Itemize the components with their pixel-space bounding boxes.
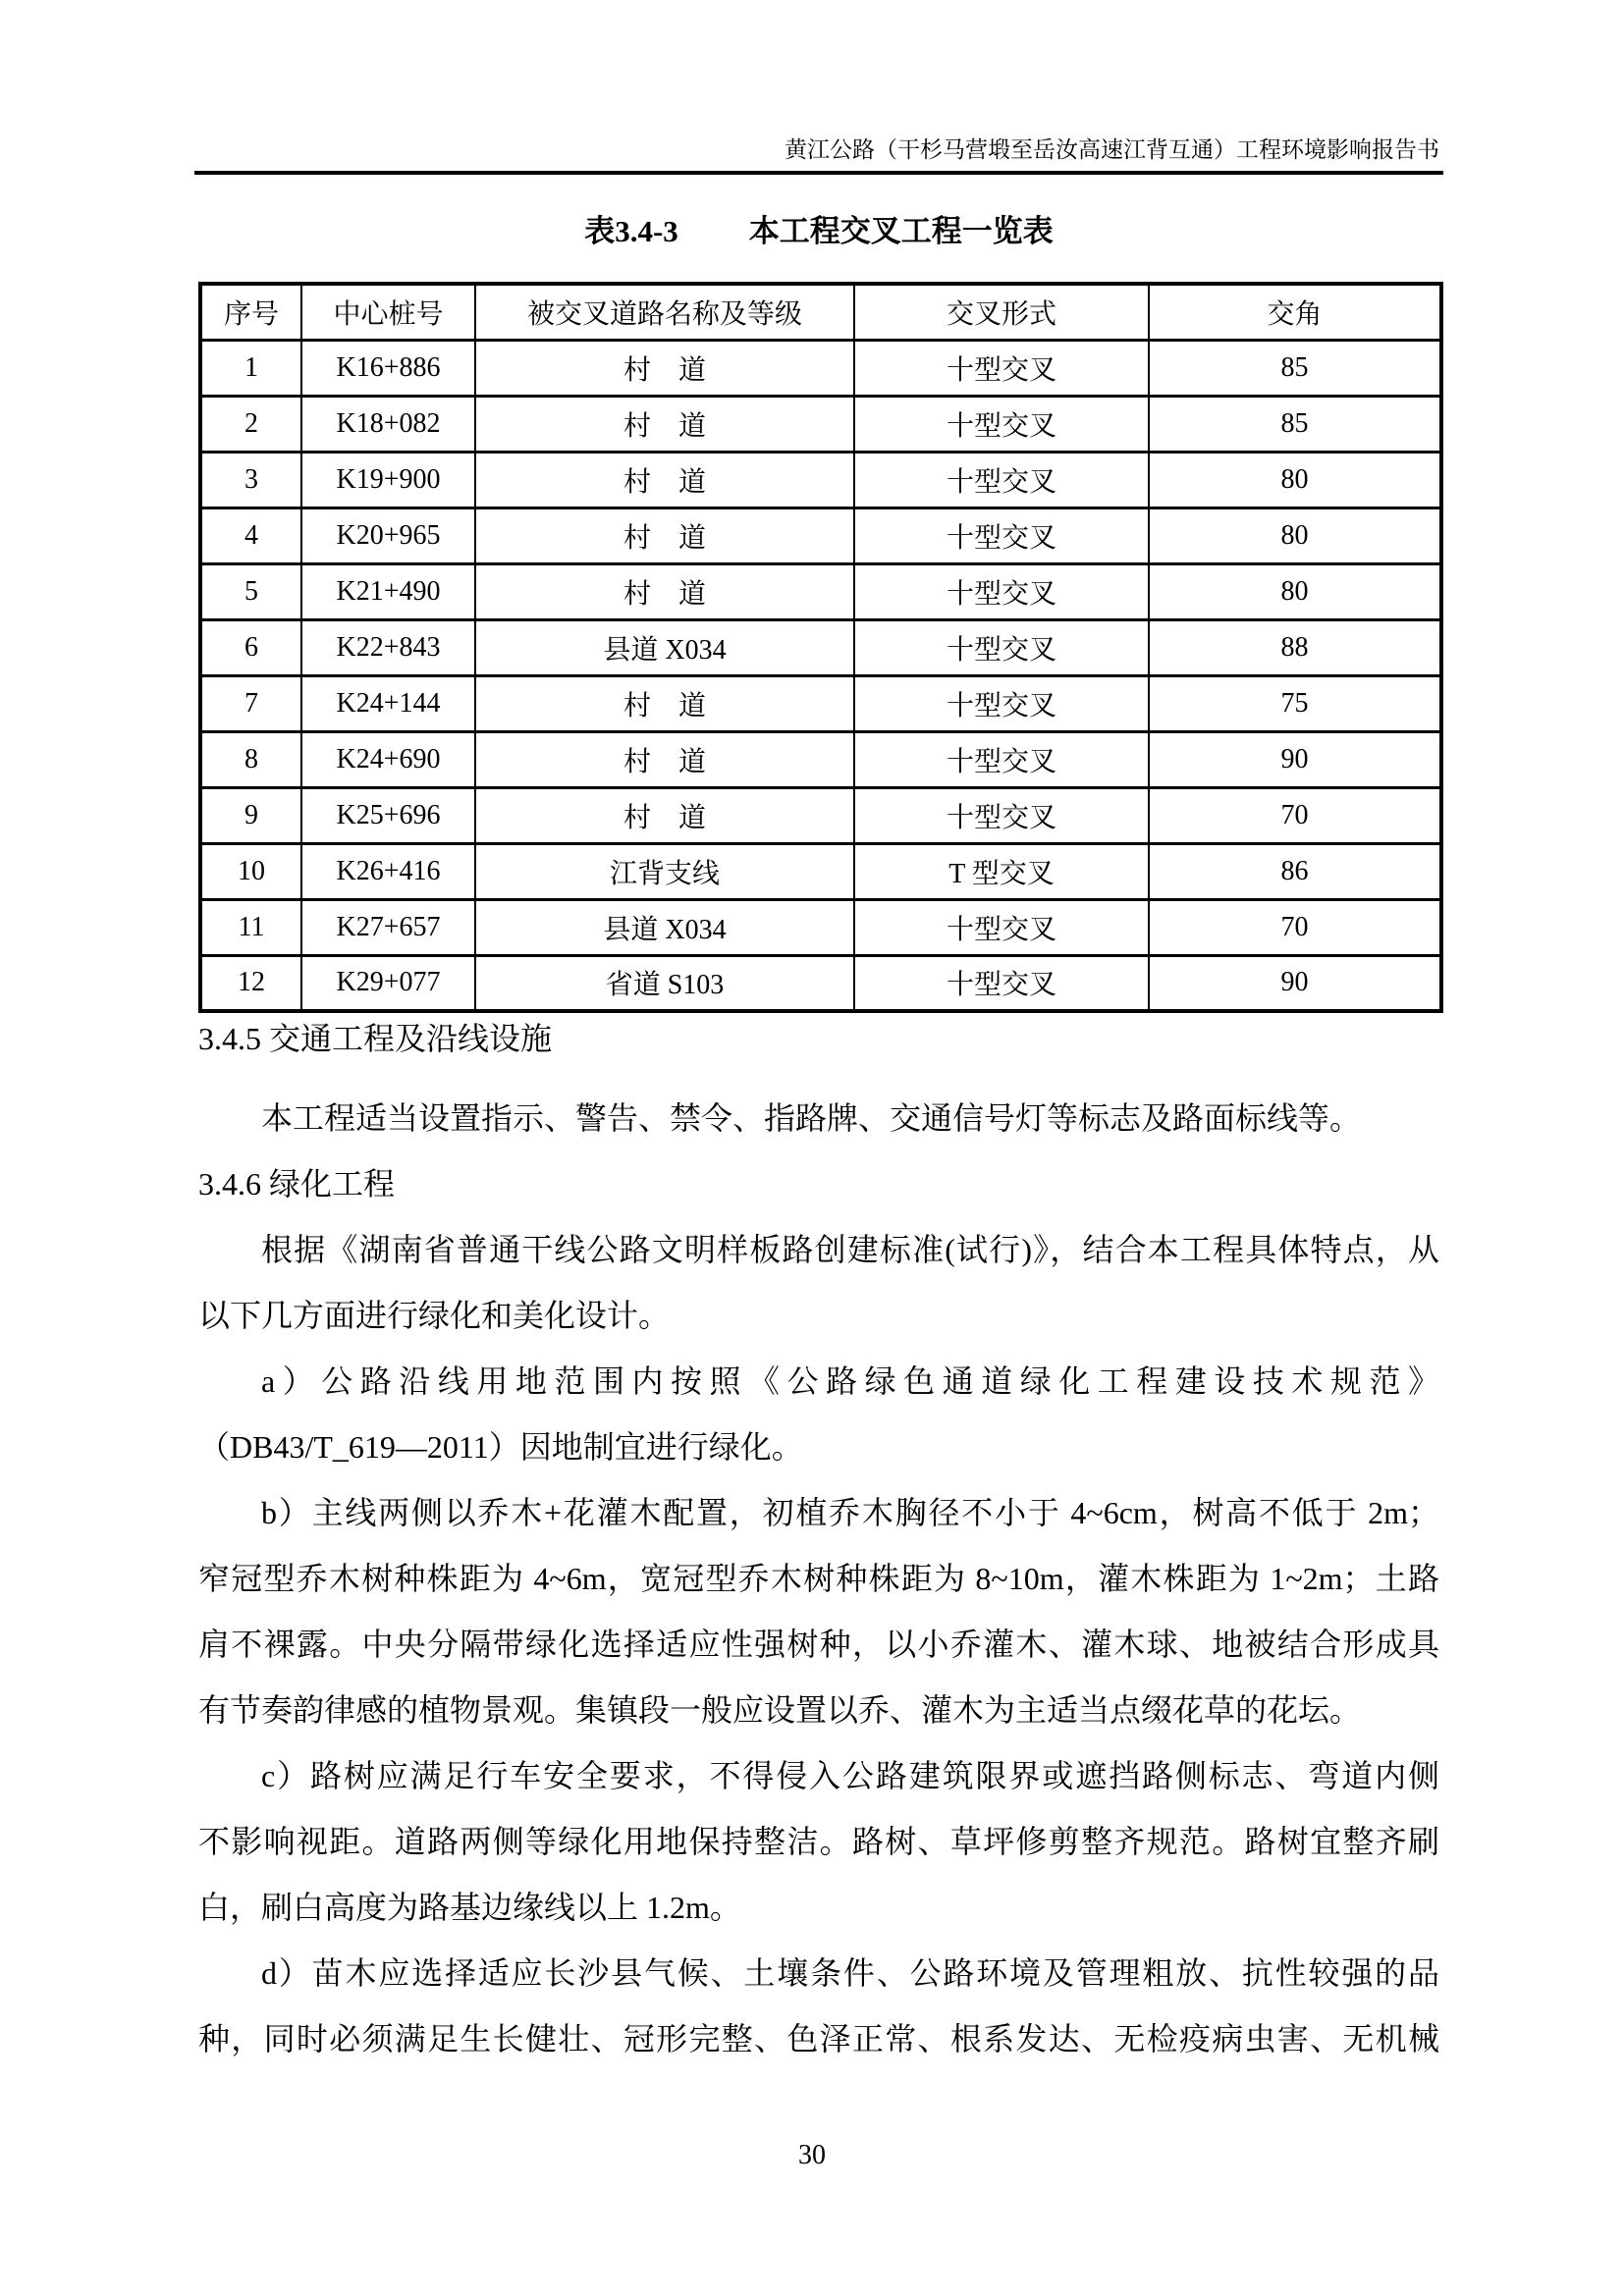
cell-station: K20+965 (301, 507, 475, 563)
cell-angle: 80 (1149, 452, 1441, 507)
cell-seq: 1 (200, 340, 301, 396)
cell-form: 十型交叉 (854, 507, 1149, 563)
cell-station: K24+690 (301, 731, 475, 787)
cell-station: K22+843 (301, 619, 475, 675)
table-row (200, 452, 1441, 507)
cell-angle: 90 (1149, 731, 1441, 787)
column-header-form: 交叉形式 (854, 284, 1149, 340)
cell-form: 十型交叉 (854, 396, 1149, 452)
cell-seq: 11 (200, 899, 301, 955)
table-row (200, 731, 1441, 787)
column-header-angle: 交角 (1149, 284, 1441, 340)
cell-angle: 90 (1149, 955, 1441, 1011)
table-row (200, 619, 1441, 675)
cell-road: 县道 X034 (475, 899, 854, 955)
cell-station: K16+886 (301, 340, 475, 396)
table-row (200, 955, 1441, 1011)
column-header-station: 中心桩号 (301, 284, 475, 340)
cell-seq: 9 (200, 787, 301, 843)
cell-form: 十型交叉 (854, 899, 1149, 955)
cell-station: K26+416 (301, 843, 475, 899)
paragraph-line: 白，刷白高度为路基边缘线以上 1.2m。 (198, 1890, 741, 1925)
section-heading-346: 3.4.6 绿化工程 (198, 1166, 396, 1201)
table-header-row (200, 284, 1441, 340)
cell-form: 十型交叉 (854, 619, 1149, 675)
cell-road: 村 道 (475, 452, 854, 507)
cell-form: 十型交叉 (854, 731, 1149, 787)
table-row (200, 563, 1441, 619)
paragraph-line: c）路树应满足行车安全要求，不得侵入公路建筑限界或遮挡路侧标志、弯道内侧 (261, 1758, 1439, 1793)
table-row (200, 340, 1441, 396)
cell-form: 十型交叉 (854, 675, 1149, 731)
cell-station: K19+900 (301, 452, 475, 507)
page-header-title: 黄江公路（干杉马营塅至岳汝高速江背互通）工程环境影响报告书 (785, 137, 1439, 162)
cell-road: 省道 S103 (475, 955, 854, 1011)
cell-angle: 80 (1149, 563, 1441, 619)
cell-road: 村 道 (475, 396, 854, 452)
cell-angle: 75 (1149, 675, 1441, 731)
cell-angle: 80 (1149, 507, 1441, 563)
paragraph-line: a）公路沿线用地范围内按照《公路绿色通道绿化工程建设技术规范》 (261, 1363, 1439, 1399)
cell-seq: 12 (200, 955, 301, 1011)
cell-form: 十型交叉 (854, 787, 1149, 843)
table-caption-label: 表3.4-3 (584, 214, 678, 248)
cell-road: 村 道 (475, 787, 854, 843)
column-header-road: 被交叉道路名称及等级 (475, 284, 854, 340)
cell-road: 村 道 (475, 340, 854, 396)
cell-angle: 70 (1149, 899, 1441, 955)
cell-seq: 4 (200, 507, 301, 563)
cell-seq: 2 (200, 396, 301, 452)
body-text (198, 1006, 1439, 2072)
cell-station: K29+077 (301, 955, 475, 1011)
paragraph-line: d）苗木应选择适应长沙县气候、土壤条件、公路环境及管理粗放、抗性较强的品 (261, 1955, 1439, 1991)
paragraph-line: 有节奏韵律感的植物景观。集镇段一般应设置以乔、灌木为主适当点缀花草的花坛。 (198, 1692, 1362, 1728)
cell-seq: 8 (200, 731, 301, 787)
paragraph-line: 窄冠型乔木树种株距为 4~6m，宽冠型乔木树种株距为 8~10m，灌木株距为 1~2m；土路 (198, 1561, 1439, 1596)
cell-road: 村 道 (475, 675, 854, 731)
cell-station: K25+696 (301, 787, 475, 843)
cell-form: 十型交叉 (854, 955, 1149, 1011)
cell-road: 村 道 (475, 731, 854, 787)
paragraph-line: b）主线两侧以乔木+花灌木配置，初植乔木胸径不小于 4~6cm，树高不低于 2m； (261, 1495, 1439, 1530)
table-row (200, 787, 1441, 843)
paragraph-line: 不影响视距。道路两侧等绿化用地保持整洁。路树、草坪修剪整齐规范。路树宜整齐刷 (198, 1824, 1439, 1859)
cell-seq: 5 (200, 563, 301, 619)
table-row (200, 396, 1441, 452)
cell-angle: 86 (1149, 843, 1441, 899)
cell-seq: 7 (200, 675, 301, 731)
section-heading-345: 3.4.5 交通工程及沿线设施 (198, 1021, 553, 1056)
cell-form: 十型交叉 (854, 563, 1149, 619)
paragraph-line: 以下几方面进行绿化和美化设计。 (198, 1298, 671, 1333)
cell-angle: 85 (1149, 396, 1441, 452)
cell-angle: 88 (1149, 619, 1441, 675)
table-row (200, 675, 1441, 731)
paragraph-line: 本工程适当设置指示、警告、禁令、指路牌、交通信号灯等标志及路面标线等。 (261, 1100, 1362, 1136)
cell-seq: 6 (200, 619, 301, 675)
paragraph-line: 肩不裸露。中央分隔带绿化选择适应性强树种，以小乔灌木、灌木球、地被结合形成具 (198, 1627, 1439, 1662)
cell-road: 县道 X034 (475, 619, 854, 675)
header-rule (194, 171, 1443, 175)
table-row (200, 899, 1441, 955)
cell-station: K24+144 (301, 675, 475, 731)
cell-form: 十型交叉 (854, 452, 1149, 507)
cell-road: 江背支线 (475, 843, 854, 899)
cell-seq: 3 (200, 452, 301, 507)
cell-form: T 型交叉 (854, 843, 1149, 899)
paragraph-line: 种，同时必须满足生长健壮、冠形完整、色泽正常、根系发达、无检疫病虫害、无机械 (198, 2021, 1439, 2056)
paragraph-line: （DB43/T_619—2011）因地制宜进行绿化。 (198, 1429, 803, 1465)
cell-angle: 85 (1149, 340, 1441, 396)
page-number: 30 (798, 2140, 826, 2170)
table-row (200, 843, 1441, 899)
cell-road: 村 道 (475, 563, 854, 619)
cell-angle: 70 (1149, 787, 1441, 843)
cell-station: K27+657 (301, 899, 475, 955)
crossings-table (198, 282, 1443, 1013)
column-header-seq: 序号 (200, 284, 301, 340)
cell-station: K18+082 (301, 396, 475, 452)
cell-seq: 10 (200, 843, 301, 899)
cell-road: 村 道 (475, 507, 854, 563)
cell-form: 十型交叉 (854, 340, 1149, 396)
table-caption-title: 本工程交叉工程一览表 (748, 214, 1054, 248)
cell-station: K21+490 (301, 563, 475, 619)
table-row (200, 507, 1441, 563)
paragraph-line: 根据《湖南省普通干线公路文明样板路创建标准(试行)》，结合本工程具体特点，从 (261, 1232, 1439, 1267)
table-caption (198, 209, 1439, 254)
